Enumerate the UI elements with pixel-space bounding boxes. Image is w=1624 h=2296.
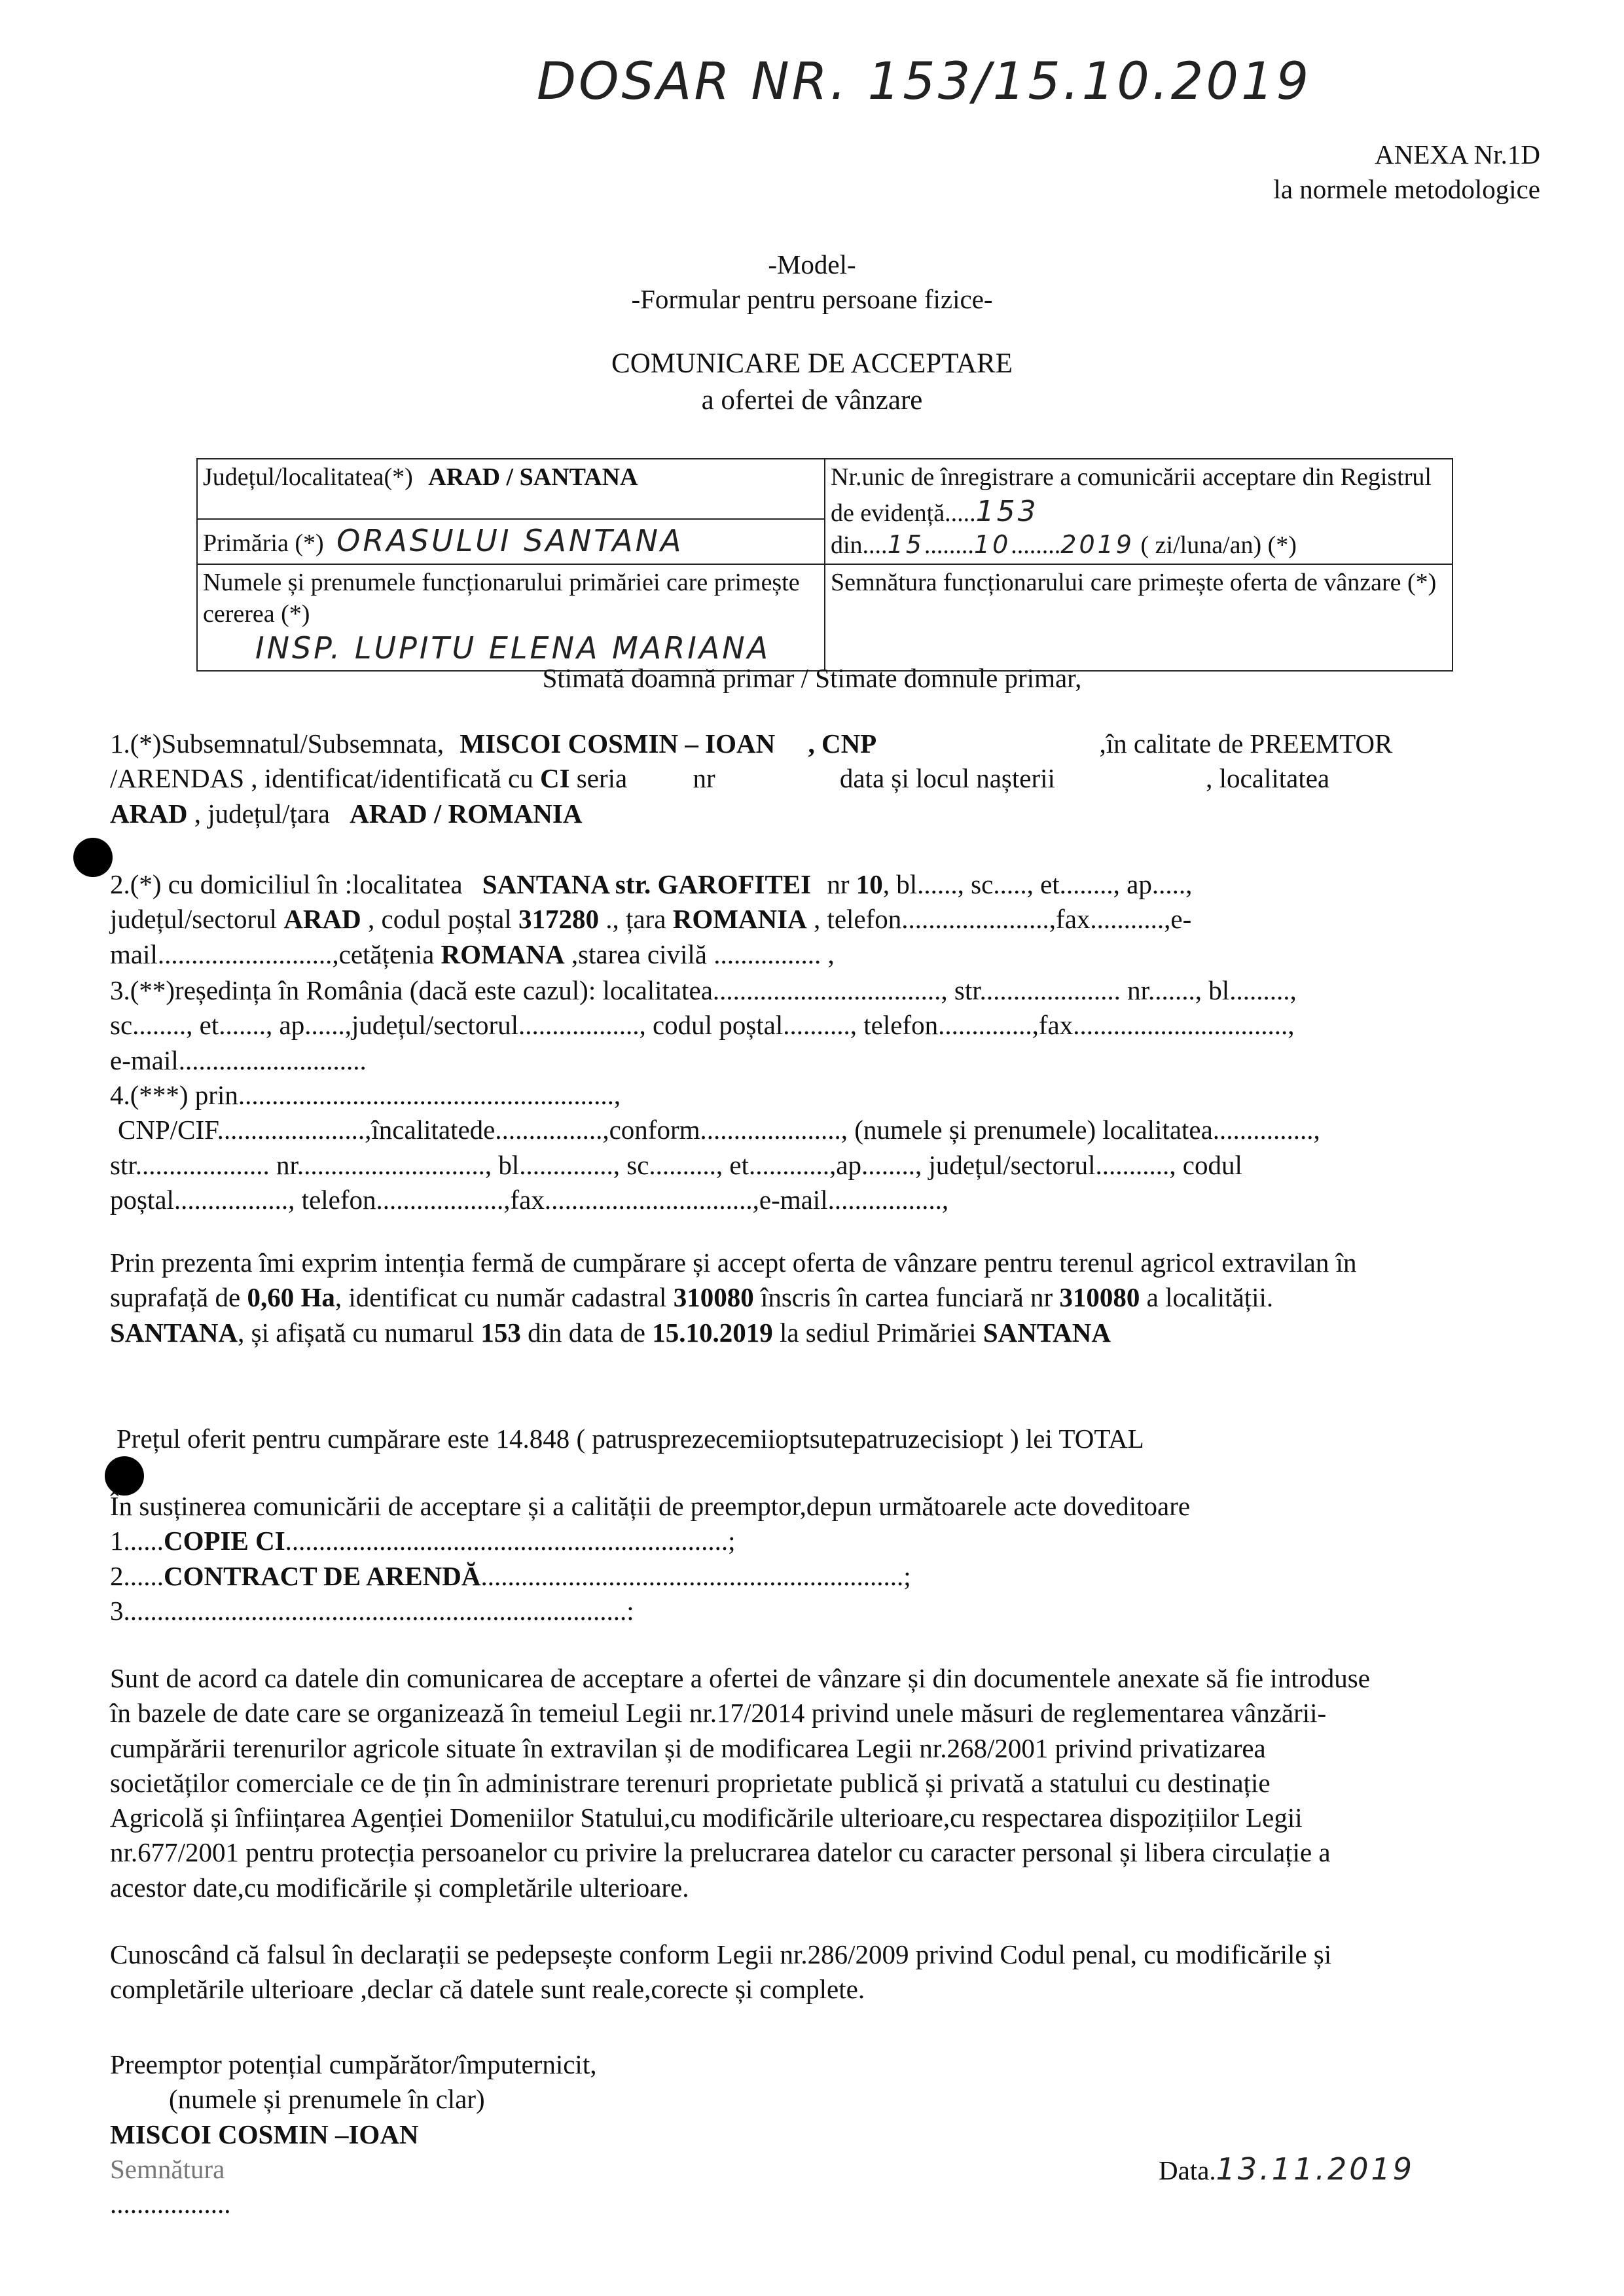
din-label: din.... — [831, 531, 888, 559]
judet-label: Județul/localitatea(*) — [203, 463, 413, 491]
declaration-line: completările ulterioare ,declar că datele sunt reale,corecte și complete. — [110, 1974, 865, 2005]
prin-line-3: str.................... nr............................, bl.............., sc.........., et............,ap........, județul/sectorul..........., codul — [110, 1149, 1242, 1180]
section-3 — [110, 973, 1517, 1078]
p1-subsemnatul: 1.(*)Subsemnatul/Subsemnata, — [110, 728, 444, 759]
signature-label: Semnătura — [110, 2153, 225, 2184]
din-data-label: din data de — [528, 1317, 645, 1348]
section-1 — [110, 726, 1517, 831]
signature-block — [110, 2047, 596, 2221]
primaria-cell — [197, 519, 825, 564]
signer-name: MISCOI COSMIN –IOAN — [110, 2119, 419, 2149]
suprafata-value: 0,60 Ha — [247, 1282, 335, 1313]
functionar-label: Numele și prenumele funcționarului primăriei care primește cererea (*) — [203, 569, 800, 628]
functionar-cell — [197, 564, 825, 671]
postal-value: 317280 — [518, 904, 600, 935]
consent-line: nr.677/2001 pentru protecția persoanelor cu privire la prelucrarea datelor cu caracter personal și libera circulație a — [110, 1837, 1331, 1868]
doc3-line: 3...........................................................................: — [110, 1595, 634, 1626]
domiciliu-nr: 10 — [856, 869, 883, 899]
offer-localitate: SANTANA — [110, 1317, 238, 1348]
consent-line: cumpărării terenurilor agricole situate în extravilan și de modificarea Legii nr.268/2001 privind privatizarea — [110, 1732, 1266, 1763]
doc1-dots: ..................................................................; — [285, 1526, 736, 1556]
dosar-handwritten: DOSAR NR. 153/15.10.2019 — [537, 52, 1312, 111]
afisata-nr: 153 — [480, 1317, 521, 1348]
reg-year: 2019 — [1060, 529, 1134, 559]
prin-line-4: poștal................., telefon...................,fax...............................,e-mail................., — [110, 1184, 949, 1215]
preemptor-label: Preemptor potențial cumpărător/împuternicit, — [110, 2049, 597, 2079]
sediu-value: SANTANA — [983, 1317, 1111, 1348]
cadastral-value: 310080 — [673, 1282, 754, 1313]
domiciliu-label: 2.(*) cu domiciliul în :localitatea — [110, 869, 463, 899]
nr-unic-value: 153 — [975, 494, 1039, 528]
date-block — [1159, 2150, 1415, 2189]
semnatura-cell — [825, 564, 1453, 671]
name-clear-label: (numele și prenumele în clar) — [169, 2084, 485, 2115]
doc1-name: COPIE CI — [164, 1526, 285, 1556]
primaria-label: Primăria (*) — [203, 529, 324, 557]
tara-label: ., țara — [605, 904, 666, 935]
reg-month: 10 — [973, 529, 1011, 559]
localitatea-label: , localitatea — [1206, 763, 1330, 794]
offer-line-1: Prin prezenta îmi exprim intenția fermă de cumpărare și accept oferta de vânzare pentru terenul agricol extravilan în — [110, 1247, 1357, 1278]
domiciliu-nr-label: nr — [827, 869, 850, 899]
registration-table — [196, 458, 1453, 672]
judet-tara-label: , județul/țara — [194, 798, 330, 829]
judet-value: ARAD / SANTANA — [428, 463, 638, 491]
primaria-value: ORASULUI SANTANA — [336, 522, 684, 558]
prin-line-2: CNP/CIF......................,încalitatede................,conform....................., (numele și prenumele) localitatea..............., — [118, 1115, 1320, 1145]
consent-paragraph — [110, 1661, 1524, 1905]
consent-line: societăților comerciale ce de țin în administrare terenuri proprietate publică și privată a statului cu destinație — [110, 1767, 1271, 1798]
semnatura-label: Semnătura funcționarului care primește oferta de vânzare (*) — [831, 569, 1437, 596]
cetatenia-value: ROMANA — [441, 939, 565, 969]
model-form-type: -Formular pentru persoane fizice- — [631, 284, 993, 315]
postal-label: , codul poștal — [368, 904, 512, 935]
annex-subtitle: la normele metodologice — [1273, 174, 1540, 205]
date-value: 13.11.2019 — [1216, 2151, 1415, 2187]
carte-funciara-label: înscris în cartea funciară nr — [760, 1282, 1053, 1313]
judet-tara-value: ARAD / ROMANIA — [350, 798, 583, 829]
title-sub: a ofertei de vânzare — [701, 384, 923, 416]
sector-value: ARAD — [283, 904, 361, 935]
suprafata-label: suprafață de — [110, 1282, 241, 1313]
domiciliu-rest: , bl......, sc....., et........, ap....., — [882, 869, 1193, 899]
doc2-num: 2...... — [110, 1560, 164, 1591]
nr-unic-cell: Nr.unic de înregistrare a comunicării acceptare din Registrul de evidență.....153 din....15........10........2019 ( zi/luna/an) (*) — [825, 459, 1453, 564]
doc2-dots: ...............................................................; — [480, 1560, 911, 1591]
doc2-name: CONTRACT DE ARENDĂ — [164, 1560, 481, 1591]
consent-line: în bazele de date care se organizează în temeiul Legii nr.17/2014 privind unele măsuri de reglementarea vânzării- — [110, 1698, 1327, 1729]
signature-dots: .................. — [110, 2189, 231, 2219]
nastere-label: data și locul nașterii — [839, 763, 1055, 794]
seria-label: seria — [576, 763, 628, 794]
punch-hole-top — [73, 838, 113, 877]
carte-funciara-value: 310080 — [1059, 1282, 1140, 1313]
salutation: Stimată doamnă primar / Stimate domnule primar, — [542, 663, 1082, 693]
afisata-label: , și afișată cu numarul — [238, 1317, 475, 1348]
date-label: Data. — [1159, 2155, 1216, 2185]
telefon-fax: , telefon......................,fax...........,e- — [813, 904, 1192, 935]
functionar-value: INSP. LUPITU ELENA MARIANA — [255, 630, 771, 666]
localitatii-label: a localității. — [1146, 1282, 1274, 1313]
nr-label: nr — [693, 763, 715, 794]
cadastral-label: , identificat cu număr cadastral — [334, 1282, 667, 1313]
annex-header — [1273, 137, 1540, 207]
document-title — [0, 346, 1624, 419]
doc1-num: 1...... — [110, 1526, 164, 1556]
calitate-label: ,în calitate de PREEMTOR — [1099, 728, 1393, 759]
documents-section — [110, 1489, 1517, 1628]
judet-cell — [197, 459, 825, 519]
title-main: COMUNICARE DE ACCEPTARE — [611, 348, 1013, 379]
section-2 — [110, 867, 1517, 972]
documents-intro: În susținerea comunicării de acceptare și a calității de preemptor,depun următoarele acte doveditoare — [110, 1491, 1191, 1521]
din-suffix: ( zi/luna/an) (*) — [1140, 531, 1297, 559]
stare-civila: ,starea civilă ................ , — [571, 939, 835, 969]
offer-paragraph — [110, 1246, 1517, 1350]
afisata-data: 15.10.2019 — [652, 1317, 773, 1348]
email-cetatenia: mail..........................,cetățenia — [110, 939, 435, 969]
consent-line: Sunt de acord ca datele din comunicarea de acceptare a ofertei de vânzare și din documentele anexate să fie introduse — [110, 1663, 1370, 1693]
ci-label: CI — [539, 763, 570, 794]
identificat-label: /ARENDAS , identificat/identificată cu — [110, 763, 533, 794]
price-line: Prețul oferit pentru cumpărare este 14.848 ( patrusprezecemiioptsutepatruzecisiopt ) lei TOTAL — [117, 1424, 1144, 1454]
tara-value: ROMANIA — [672, 904, 807, 935]
consent-line: Agricolă și înființarea Agenției Domeniilor Statului,cu modificările ulterioare,cu respectarea dispozițiilor Legii — [110, 1803, 1303, 1833]
model-header — [0, 247, 1624, 317]
cnp-label: , CNP — [808, 728, 877, 759]
annex-title: ANEXA Nr.1D — [1375, 139, 1540, 170]
nr-unic-label: Nr.unic de înregistrare a comunicării acceptare din Registrul de evidență..... — [831, 463, 1432, 527]
domiciliu-street: SANTANA str. GAROFITEI — [482, 869, 812, 899]
localitate-value: ARAD — [110, 798, 188, 829]
resedinta-line-3: e-mail............................ — [110, 1045, 367, 1075]
declaration-paragraph — [110, 1937, 1524, 2007]
model-label: -Model- — [768, 249, 856, 279]
prin-line-1: 4.(***) prin........................................................, — [110, 1080, 621, 1110]
sector-label: județul/sectorul — [110, 904, 278, 935]
resedinta-line-2: sc........, et......., ap......,județul/sectorul.................., codul poștal.........., telefon..............,fax................................, — [110, 1010, 1295, 1041]
declaration-line: Cunoscând că falsul în declarații se pedepsește conform Legii nr.286/2009 privind Codul penal, cu modificările și — [110, 1939, 1332, 1969]
section-4 — [110, 1078, 1517, 1217]
consent-line: acestor date,cu modificările și completările ulterioare. — [110, 1872, 689, 1903]
sediu-label: la sediul Primăriei — [779, 1317, 977, 1348]
resedinta-line-1: 3.(**)reședința în România (dacă este cazul): localitatea.................................., str..................... nr......., bl........., — [110, 975, 1297, 1005]
reg-day: 15 — [887, 529, 924, 559]
applicant-name: MISCOI COSMIN – IOAN — [460, 728, 776, 759]
